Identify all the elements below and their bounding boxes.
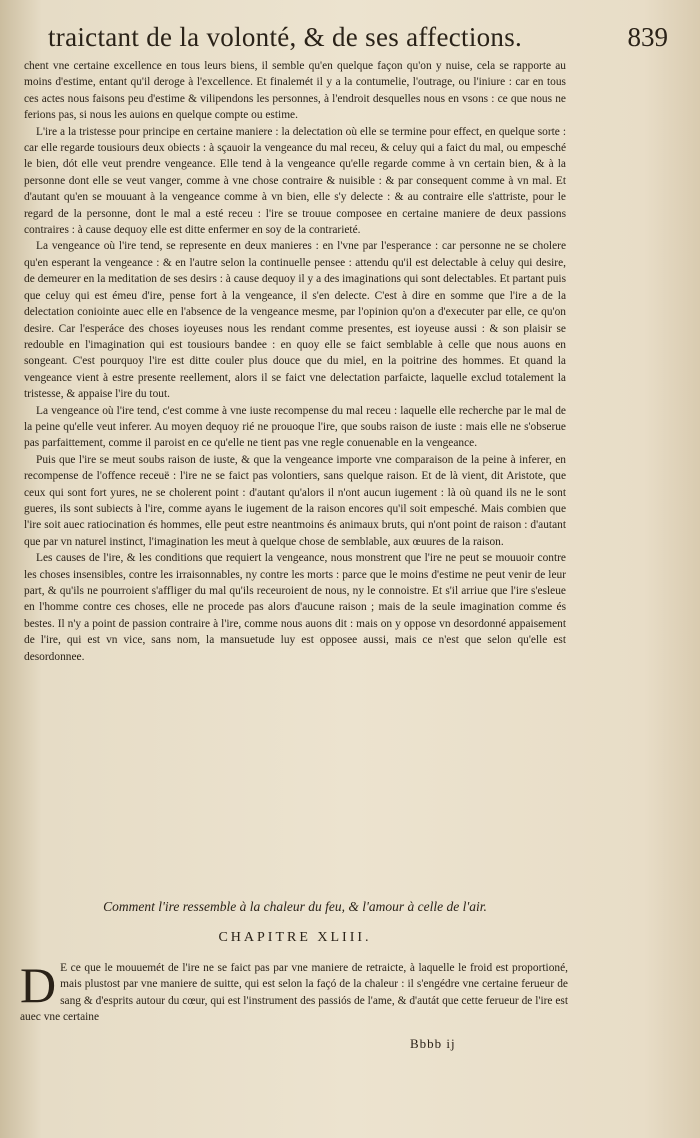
body-text [24, 58, 566, 665]
chapter-opening-text: E ce que le mouuemét de l'ire ne se faict pas par vne maniere de retraicte, à laquelle le froid est proportioné, mais plustost par vne maniere de suitte, qui est selon la façó de la chaleur : il s'engédre vne certaine ferueur de sang & d'esprits autour du cœur, qui est l'instrument des passiós de l'ame, & d'autát que cette ferueur de l'ire est auec vne certaine [20, 962, 568, 1024]
paragraph: chent vne certaine excellence en tous leurs biens, il semble qu'en quelque façon qu'on y nuise, cela se rapporte au moins d'estime, entant qu'il deroge à l'excellence. Et finalemét il y a la contumelie, l'outrage, ou l'iniure : car en tous ces actes nous faisons peu d'estime & vilipendons les personnes, à l'endroit desquelles nous en vsons : ce que nous ne ferions pas, si nous les auions en quelque compte ou estime. [24, 60, 566, 122]
signature-mark: Bbbb ij [410, 1036, 456, 1051]
paragraph: La vengeance où l'ire tend, c'est comme à vne iuste recompense du mal receu : laquelle elle recherche par le mal de la peine qu'elle veut inferer. Au moyen dequoy rié ne prouoque l'ire, que soubs raison de iuste : mais elle ne s'obserue pas parfaittement, comme il paroist en ce qu'elle ne tient pas vne regle conuenable en la vengeance. [24, 404, 566, 450]
paragraph: La vengeance où l'ire tend, se represente en deux manieres : en l'vne par l'esperance : car personne ne se cholere qu'en esperant la vengeance : & en l'autre selon la continuelle pensee : attendu qu'il est delectable à celuy qui desire, de demeurer en la meditation de ses desirs : à cause dequoy il y a des imaginations qui sont delectables. Et partant puis que celuy qui est émeu d'ire, pense fort à la vengeance, il s'en delecte. C'est à dire en somme que l'ire a de la delectation coniointe auec elle en l'absence de la vengeance mesme, par l'opinion qu'on a d'executer par elle, ce qu'on desire. Car l'esperáce des choses ioyeuses nous les rendant comme presentes, est ioyeuse aussi : & son plaisir se redouble en l'imagination qui est tousiours bandee : en quoy elle se faict semblable à celle que nous auons en songeant. C'est pourquoy l'ire est ditte couler plus douce que du miel, en la poitrine des hommes. Et quand la vengeance vient à estre presente reellement, alors il se faict vne delectation parfaicte, laquelle exclud totalement la tristesse, & appaise l'ire du tout. [24, 240, 566, 401]
page-number: 839 [627, 22, 668, 52]
paragraph: L'ire a la tristesse pour principe en certaine maniere : la delectation où elle se termine pour effect, en quelque sorte : car elle regarde tousiours deux obiects : à sçauoir la vengeance du mal receu, & celuy qui a faict du mal, ou empesché le bien, dót elle veut prendre vengeance. Elle tend à la vengeance qu'elle regarde comme à vn certain bien, & à la personne dont elle se veut vanger, comme à vne chose contraire & nuisible : & par consequent comme à vn mal. Et d'autant qu'en se mouuant à la vengeance comme à vn bien, elle s'y delecte : & au contraire elle s'attriste, pour le regard de la personne, dont le mal a esté receu : l'ire se trouue composee en certaine maniere de deux passions contraires : à cause dequoy elle est ditte enfermer en soy de la contrarieté. [24, 125, 566, 237]
drop-cap: D [20, 957, 57, 1013]
chapter-heading: CHAPITRE XLIII. [218, 930, 372, 945]
section-caption: Comment l'ire ressemble à la chaleur du feu, & l'amour à celle de l'air. [103, 899, 487, 914]
paragraph: Les causes de l'ire, & les conditions que requiert la vengeance, nous monstrent que l'ire ne peut se mouuoir contre les choses insensibles, contre les irraisonnables, ny contre les morts : parce que le moins d'estime ne peut venir de leur part, & qu'ils ne pourroient s'affliger du mal qu'ils receuroient de nous, ny le connoistre. Et s'il arriue que l'ire s'esleue en l'homme contre ces choses, elle ne procede pas alors d'aucune raison ; mais de la seule imagination comme és bestes. Il n'y a point de passion contraire à l'ire, comme nous auons dit : mais on y oppose vn desordonné appaisement de l'ire, qui est vn vice, sans nom, la mansuetude luy est opposee aussi, mais ce n'est que selon qu'elle est desordonnee. [24, 552, 566, 663]
paragraph: Puis que l'ire se meut soubs raison de iuste, & que la vengeance importe vne comparaison de la peine à inferer, en recompense de l'offence receuë : l'ire ne se faict pas volontiers, sans quelque raison. Et de là vient, dit Aristote, que ceux qui sont fort yures, ne se cholerent point : d'autant qu'alors il n'ont aucun iugement : là où quand ils ne le sont gueres, ils sont subiects à l'ire, comme ayans le iugement de la raison encores qu'il soit empesché. Mais combien que l'ire soit auec ratiocination és hommes, elle peut estre neantmoins és animaux bruts, qui n'ont point de raison : d'autant que par vn naturel instinct, l'imagination les meut à quelque chose de semblable, aux œuures de la raison. [24, 453, 566, 548]
chapter-text [20, 957, 568, 1026]
page-header [48, 22, 668, 58]
running-title: traictant de la volonté, & de ses affections. [48, 22, 523, 52]
